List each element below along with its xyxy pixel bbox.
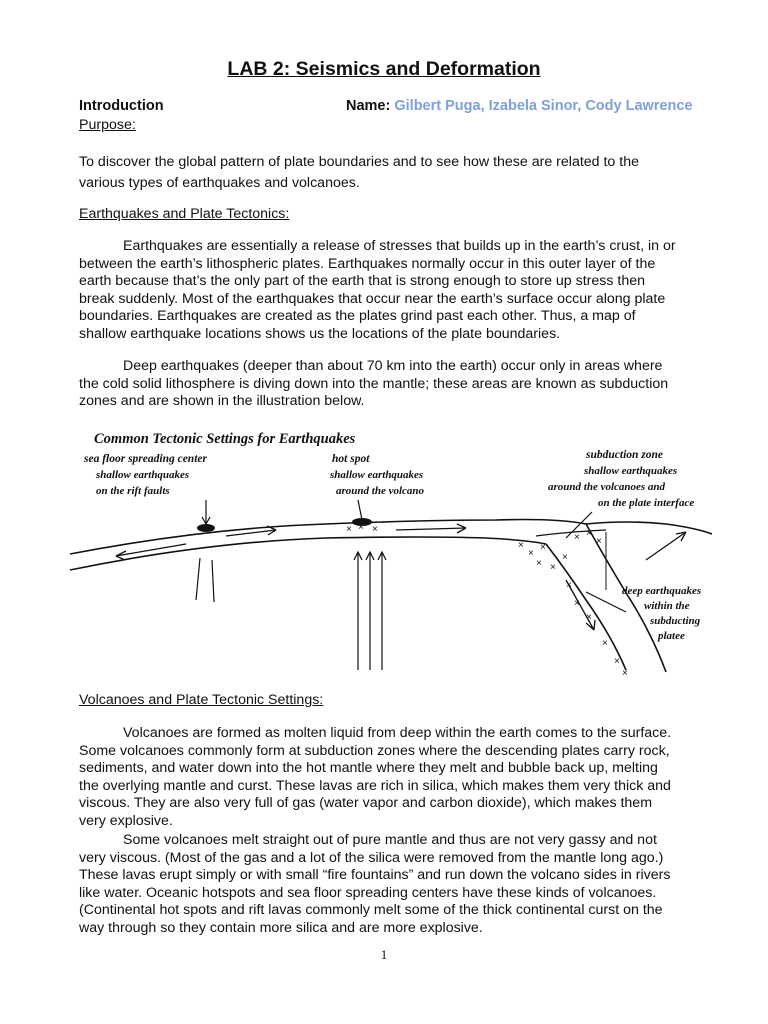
upwelling-arrows [196, 500, 626, 670]
text-line: boundaries. Earthquakes are created as the plates grind past each other. Thus, a map of [79, 308, 636, 325]
page-number: 1 [380, 947, 388, 962]
text-line: the overlying mantle and curst. These lavas are rich in silica, which makes them very thick and [79, 777, 671, 794]
svg-text:×: × [358, 522, 364, 533]
text-line: Some volcanoes commonly form at subduction zones where the descending plates carry rock, [79, 742, 670, 759]
svg-text:×: × [574, 532, 580, 543]
svg-text:×: × [586, 528, 592, 539]
volcanoes-paragraph-2 [79, 832, 707, 938]
name-label: Name: [346, 98, 391, 114]
introduction-heading: Introduction [79, 98, 164, 114]
text-line: Deep earthquakes (deeper than about 70 km into the earth) occur only in areas where [123, 358, 663, 374]
name-value: Gilbert Puga, Izabela Sinor, Cody Lawrence [394, 98, 693, 114]
svg-text:×: × [346, 524, 352, 535]
svg-text:×: × [586, 612, 592, 623]
earthquakes-paragraph-2 [79, 358, 707, 411]
text-line: break suddenly. Most of the earthquakes that occur near the earth’s surface occur along plate [79, 290, 666, 307]
label-deep-line2: within the [644, 600, 690, 612]
purpose-heading: Purpose: [79, 117, 136, 133]
svg-text:×: × [614, 656, 620, 667]
text-line: Some volcanoes melt straight out of pure mantle and thus are not very gassy and not [123, 832, 657, 848]
label-subduction-line4: on the plate interface [598, 497, 695, 509]
volcanoes-heading: Volcanoes and Plate Tectonic Settings: [79, 692, 324, 708]
label-hot-spot: hot spot [332, 453, 370, 465]
text-line: (Continental hot spots and rift lavas commonly melt some of the thick continental curst on the [79, 902, 663, 919]
svg-text:×: × [566, 580, 572, 591]
text-line: very viscous. (Most of the gas and a lot of the silica were removed from the mantle long ago.) [79, 849, 664, 866]
volcanoes-paragraph-1 [79, 725, 707, 831]
svg-text:×: × [596, 536, 602, 547]
text-line: zones and are shown in the illustration below. [79, 393, 365, 410]
label-deep-line3: subducting [650, 615, 701, 627]
text-line: the cold solid lithosphere is diving down into the mantle; these areas are known as subduction [79, 375, 669, 392]
label-spreading-line2: shallow earthquakes [96, 469, 190, 481]
label-subduction-line3: around the volcanoes and [548, 481, 666, 493]
text-line: Volcanoes are formed as molten liquid from deep within the earth comes to the surface. [123, 725, 672, 741]
svg-text:×: × [528, 548, 534, 559]
svg-text:×: × [562, 552, 568, 563]
purpose-paragraph [79, 152, 707, 194]
text-line: Earthquakes are essentially a release of stresses that builds up in the earth’s crust, in or [123, 238, 676, 254]
svg-text:×: × [622, 668, 628, 679]
text-line: earth because that’s the only part of the earth that is strong enough to store up stress then [79, 273, 646, 290]
svg-text:×: × [602, 638, 608, 649]
svg-text:×: × [536, 558, 542, 569]
earthquakes-paragraph-1 [79, 238, 707, 344]
plate-lines [70, 520, 712, 673]
label-spreading-line3: on the rift faults [96, 485, 170, 497]
svg-text:×: × [540, 542, 546, 553]
label-subduction-line2: shallow earthquakes [584, 465, 678, 477]
svg-text:×: × [550, 562, 556, 573]
label-hotspot-line2: shallow earthquakes [330, 469, 424, 481]
text-line: To discover the global pattern of plate boundaries and to see how these are related to the [79, 154, 639, 170]
figure-title: Common Tectonic Settings for Earthquakes [94, 431, 356, 447]
text-line: These lavas erupt simply or with small “fire fountains” and run down the volcano sides in rivers [79, 867, 671, 884]
svg-text:×: × [574, 598, 580, 609]
text-line: between the earth’s lithospheric plates. Earthquakes normally occur in this outer layer of the [79, 255, 656, 272]
label-hotspot-line3: around the volcano [336, 485, 425, 497]
label-deep-line4: platee [658, 630, 685, 642]
label-subduction-zone: subduction zone [586, 449, 664, 461]
label-deep-earthquakes: deep earthquakes [622, 585, 702, 597]
document-title: LAB 2: Seismics and Deformation [227, 58, 541, 80]
text-line: shallow earthquake locations shows us the locations of the plate boundaries. [79, 325, 561, 342]
svg-text:×: × [518, 540, 524, 551]
earthquakes-heading: Earthquakes and Plate Tectonics: [79, 206, 290, 222]
text-line: sediments, and water down into the hot mantle where they melt and bubble back up, melting [79, 760, 658, 777]
text-line: very explosive. [79, 812, 173, 829]
svg-text:×: × [372, 524, 378, 535]
text-line: like water. Oceanic hotspots and sea floor spreading centers have these kinds of volcanoes. [79, 884, 657, 901]
text-line: way through so they contain more silica and are more explosive. [79, 919, 483, 936]
name-line [346, 98, 693, 114]
tectonic-settings-figure [66, 420, 712, 682]
text-line: various types of earthquakes and volcanoes. [79, 175, 360, 191]
text-line: viscous. They are also very full of gas (water vapor and carbon dioxide), which makes them [79, 795, 653, 812]
label-spreading-center: sea floor spreading center [84, 453, 207, 465]
